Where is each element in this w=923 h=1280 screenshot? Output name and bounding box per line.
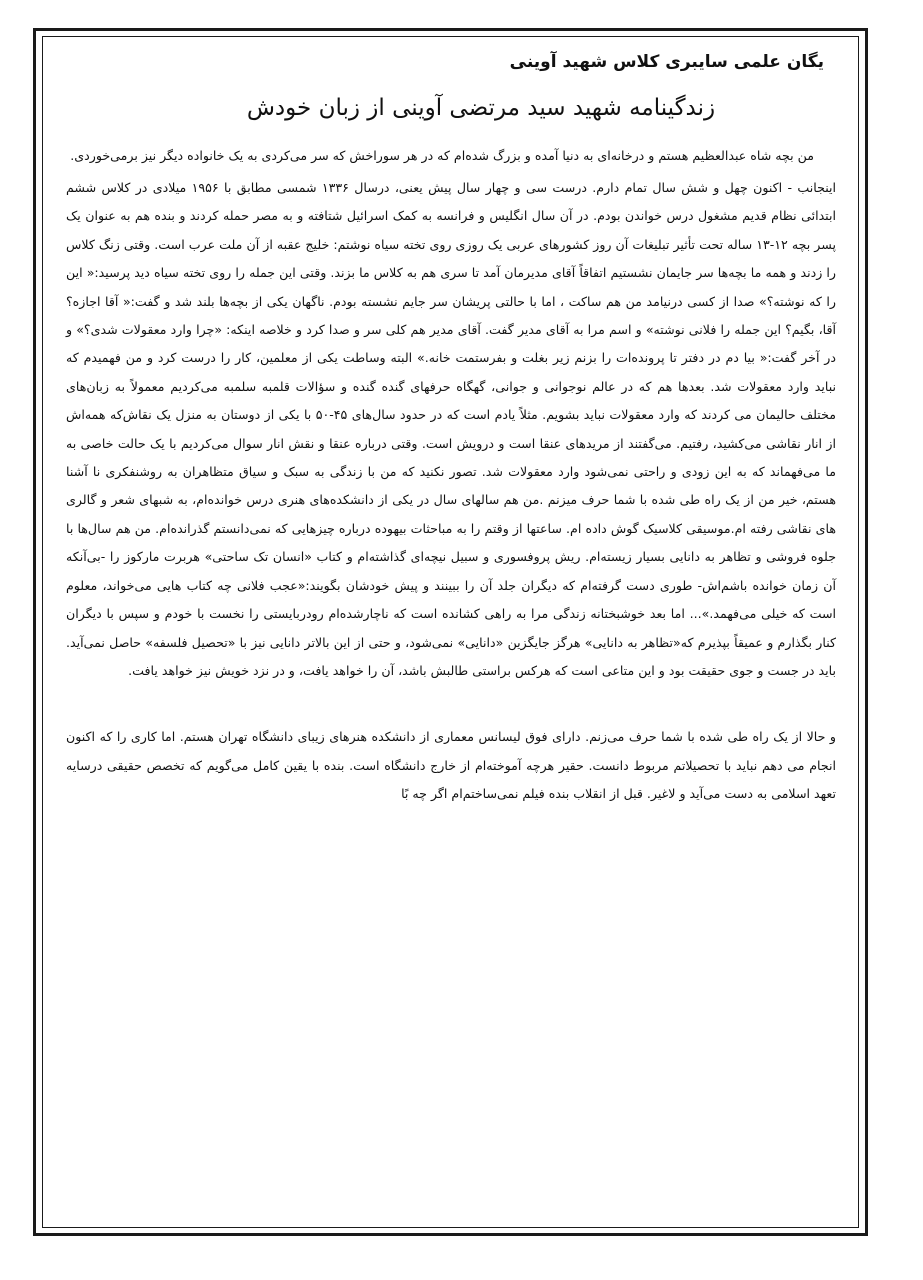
paragraph-2: اینجانب - اکنون چهل و شش سال تمام دارم. درست سی و چهار سال پیش یعنی، درسال ۱۳۳۶ شمسی مطابق با ۱۹۵۶ میلادی در کلاس ششم ابتدائی نظام قدیم مشغول درس خواندن بودم. در آن سال انگلیس و فرانسه به کمک اسرائیل شتافته و به مصر حمله کردند و بنده هم به عنوان یک پسر بچه ۱۲-۱۳ ساله تحت تأثیر تبلیغات آن روز کشورهای عربی یک روزی روی تخته سیاه نوشتم: خلیج عقبه از آن ملت عرب است. وقتی زنگ کلاس را زدند و همه ما بچه‌ها سر جایمان نشستیم اتفاقاً آقای مدیرمان آمد تا سری هم به کلاس ما بزند. وقتی این جمله را روی تخته سیاه دید پرسید:« این را که نوشته؟» صدا از کسی درنیامد من هم ساکت ، اما با حالتی پریشان سر جایم نشسته بودم. ناگهان یکی از بچه‌ها بلند شد و گفت:« آقا اجازه؟ آقا، بگیم؟ این جمله را فلانی نوشته» و اسم مرا به آقای مدیر گفت. آقای مدیر هم کلی سر و صدا کرد و خلاصه اینکه: «چرا وارد معقولات شدی؟» و در آخر گفت:« بیا دم در دفتر تا پرونده‌ات را بزنم زیر بغلت و بفرستمت خانه.» البته وساطت یکی از معلمین، کار را درست کرد و من فهمیدم که نباید وارد معقولات شد. بعدها هم که در عالم نوجوانی و جوانی، گهگاه حرفهای گنده گنده و سؤالات قلمبه سلمبه می‌کردیم معمولاً به زبان‌های مختلف حالیمان می کردند که وارد معقولات نباید بشویم. مثلاً یادم است که در حدود سال‌های ۴۵-۵۰ با یکی از دوستان به منزل یک نقاش‌که همه‌اش از انار نقاشی می‌کشید، رفتیم. می‌گفتند از مریدهای عنقا است و درویش است. وقتی درباره عنقا و نقش انار سوال می‌کردیم با یک حالت خاصی به ما می‌فهماند که به این زودی و راحتی نمی‌شود وارد معقولات شد. تصور نکنید که من با زندگی به سبک و سیاق متظاهران به روشنفکری نا آشنا هستم، خیر من از یک راه طی شده با شما حرف میزنم .من هم سالهای سال در یکی از دانشکده‌های هنری درس خوانده‌ام، به شبهای شعر و گالری های نقاشی رفته ام.موسیقی کلاسیک گوش داده ام. ساعتها از وقتم را به مباحثات بیهوده درباره چیزهایی که نمی‌دانستم گذرانده‌ام. من هم سال‌ها با جلوه فروشی و تظاهر به دانایی بسیار زیسته‌ام. ریش پروفسوری و سبیل نیچه‌ای گذاشته‌ام و کتاب «انسان تک ساحتی» هربرت مارکوز را -بی‌آنکه آن زمان خوانده باشم‌اش- طوری دست گرفته‌ام که دیگران جلد آن را ببینند و پیش خودشان بگویند:«عجب فلانی چه کتاب هایی می‌خواند، معلوم است که خیلی می‌فهمد.»... اما بعد خوشبختانه زندگی مرا به راهی کشانده است که ناچارشده‌ام رودربایستی را نخست با خودم و سپس با دیگران کنار بگذارم و عمیقاً بپذیرم که«تظاهر به دانایی» هرگز جایگزین «دانایی» نمی‌شود، و حتی از این بالاتر دانایی نیز با «تحصیل فلسفه» حاصل نمی‌آید. باید در جست و جوی حقیقت بود و این متاعی است که هرکس براستی طالبش باشد، آن را خواهد یافت، و در نزد خویش نیز خواهد یافت. [66, 180, 836, 678]
paragraph-gap [62, 685, 840, 723]
document-page [62, 48, 840, 1218]
document-title: زندگینامه شهید سید مرتضی آوینی از زبان خودش [246, 95, 716, 121]
paragraph-3: و حالا از یک راه طی شده با شما حرف می‌زنم. دارای فوق لیسانس معماری از دانشکده هنرهای زیبای دانشگاه تهران هستم. اما کاری را که اکنون انجام می دهم نباید با تحصیلاتم مربوط دانست. حقیر هرچه آموخته‌ام از خارج دانشگاه است. بنده با یقین کامل می‌گویم که تخصص حقیقی درسایه تعهد اسلامی به دست می‌آید و لاغیر. قبل از انقلاب بنده فیلم نمی‌ساختم‌ام اگر چه بًا [66, 729, 836, 802]
organization-name: یگان علمی سایبری کلاس شهید آوینی [509, 52, 824, 72]
paragraph-1: من بچه شاه عبدالعظیم هستم و درخانه‌ای به دنیا آمده و بزرگ شده‌ام که در هر سوراخش که سر می‌کردی به یک خانواده دیگر نیز برمی‌خوردی. [70, 148, 814, 163]
